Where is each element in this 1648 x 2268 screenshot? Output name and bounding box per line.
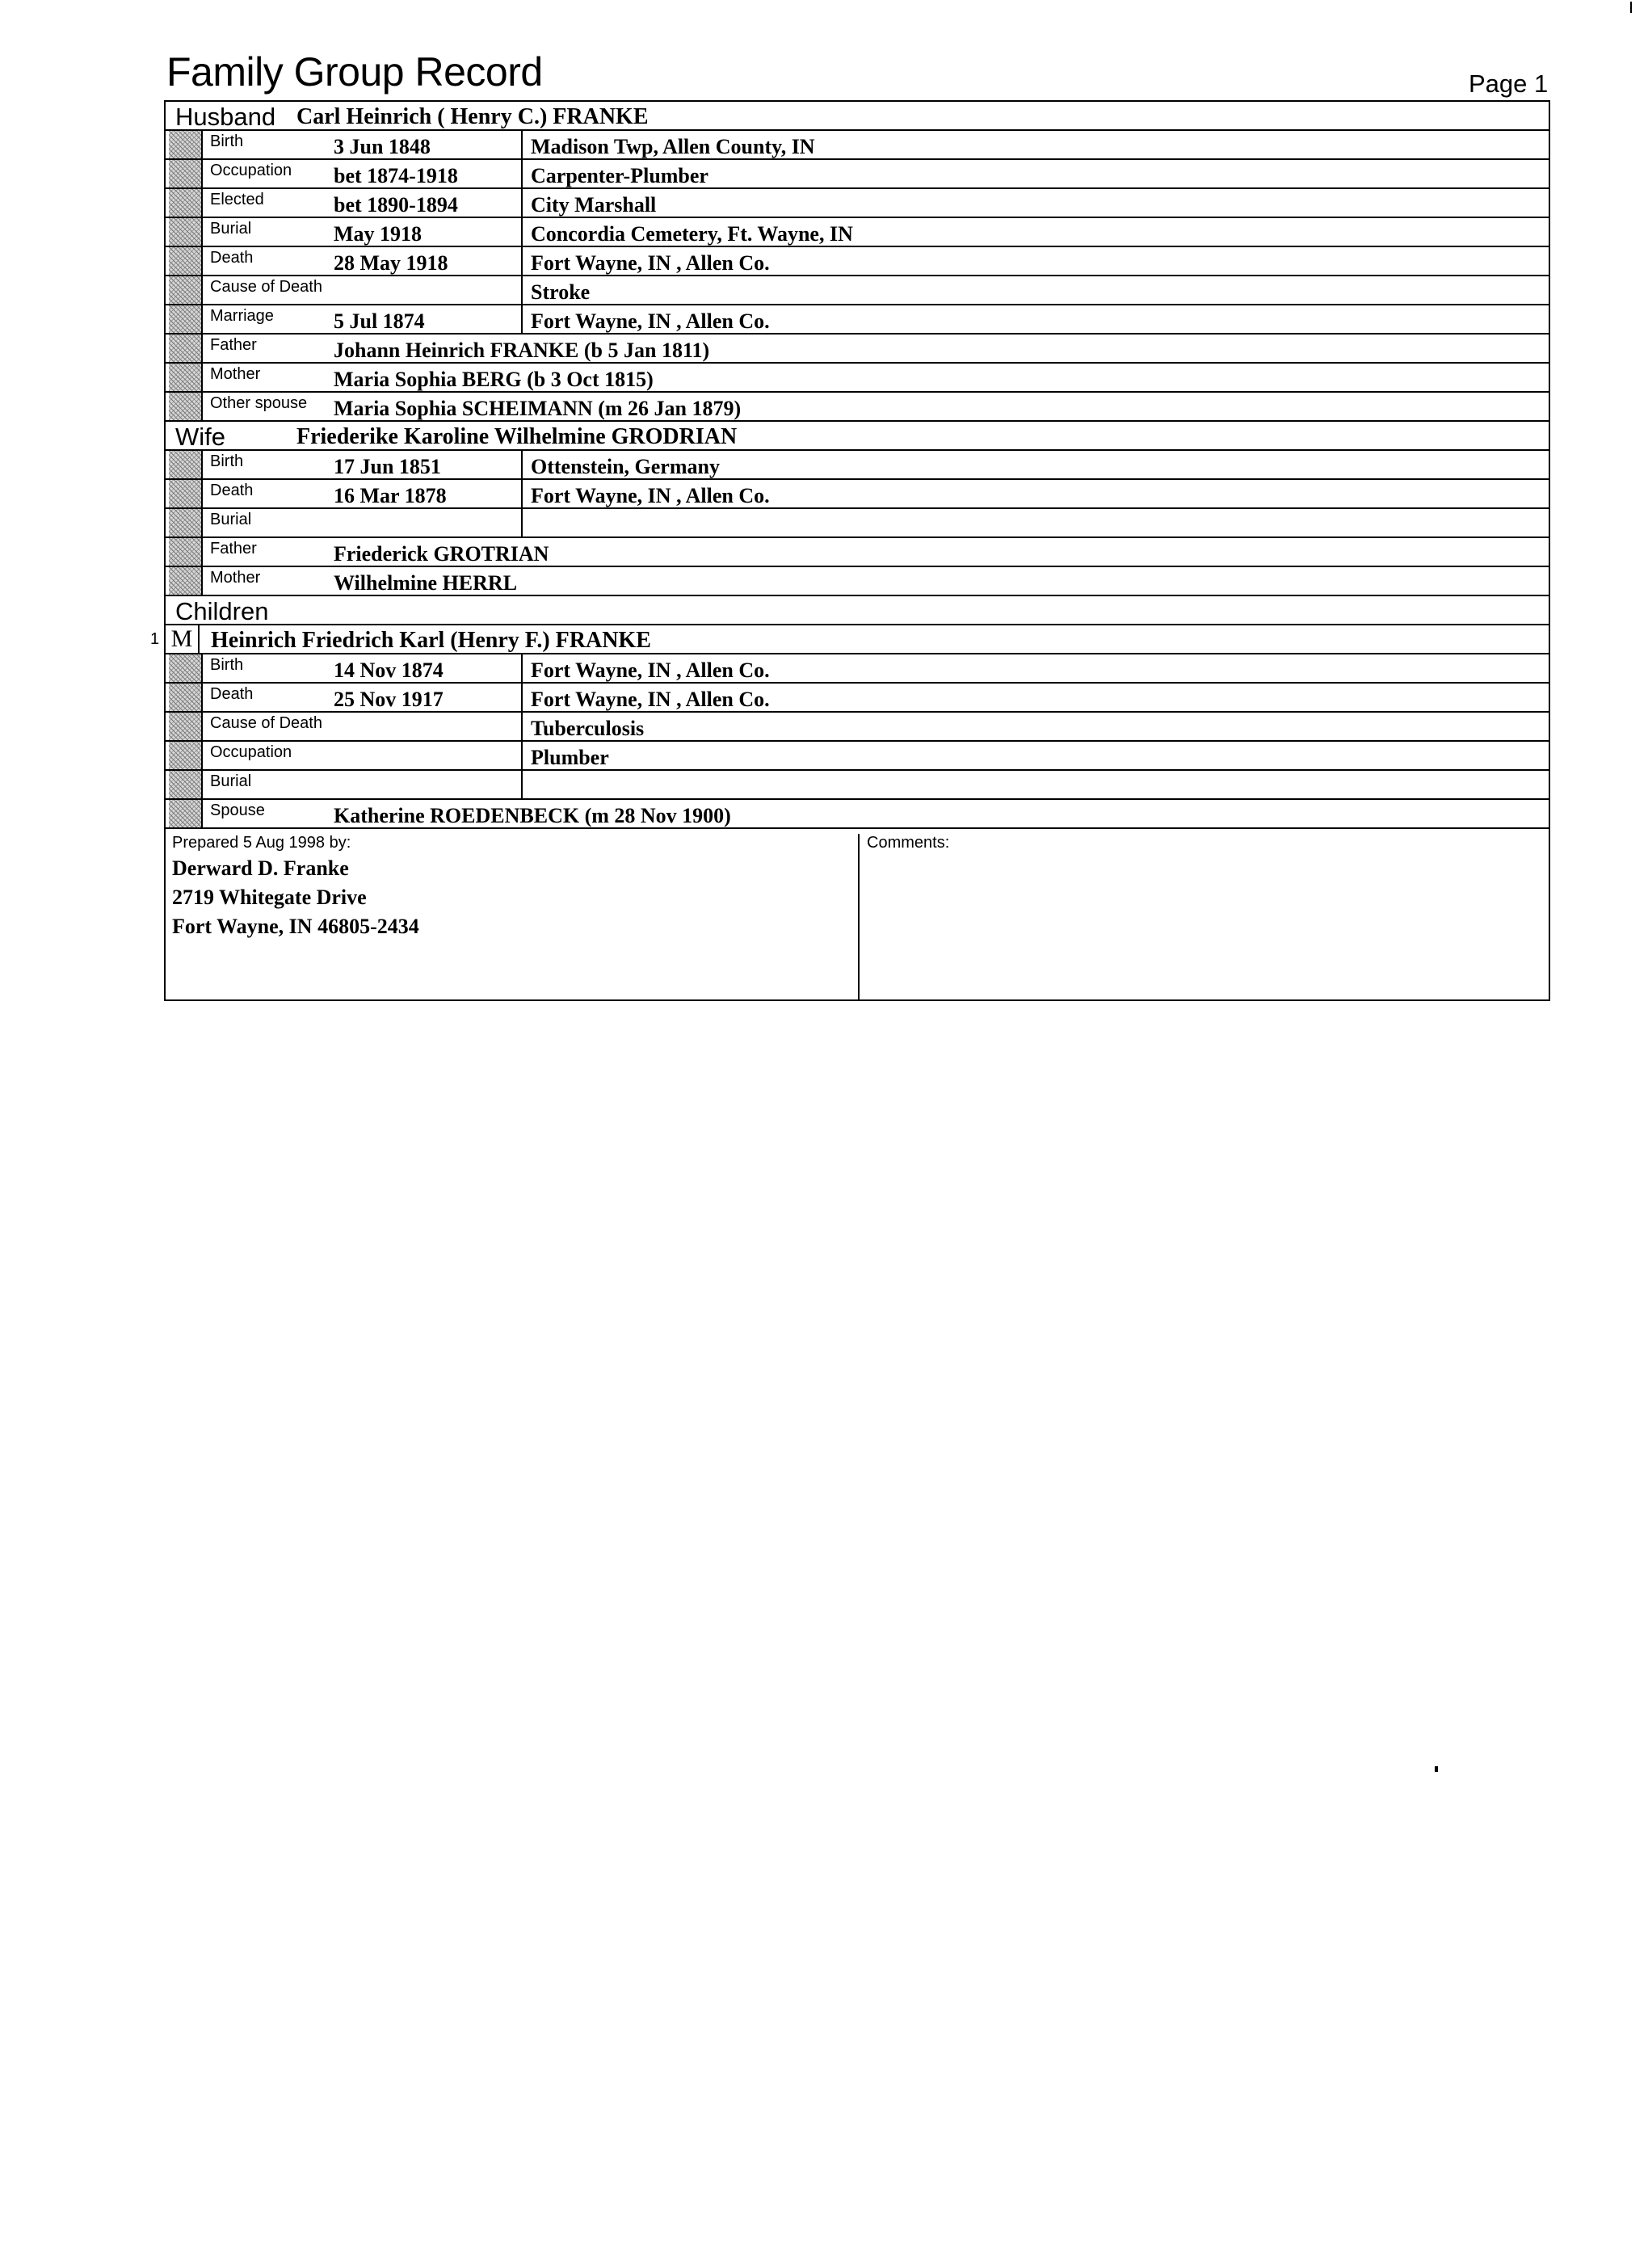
relation-label: Spouse [210, 802, 265, 819]
relation-label: Father [210, 540, 257, 558]
shade-strip [169, 713, 203, 740]
event-place: Fort Wayne, IN , Allen Co. [531, 484, 770, 507]
shade-strip [169, 160, 203, 187]
comments-label: Comments: [867, 834, 950, 852]
shade-strip [169, 684, 203, 711]
event-label: Elected [210, 191, 264, 208]
shade-strip [169, 189, 203, 217]
husband-event-row [166, 131, 1549, 160]
child-sex: M [166, 625, 200, 653]
event-date: bet 1874-1918 [334, 164, 458, 187]
shade-strip [169, 393, 203, 420]
event-label: Death [210, 685, 254, 703]
child-header [166, 625, 1549, 654]
event-label: Birth [210, 452, 244, 470]
event-label: Birth [210, 656, 244, 674]
event-label: Death [210, 249, 254, 267]
shade-strip [169, 335, 203, 362]
event-place: Carpenter-Plumber [531, 164, 708, 187]
husband-label: Husband [175, 103, 276, 131]
wife-relation-row [166, 567, 1549, 596]
shade-strip [169, 247, 203, 275]
children-header [166, 596, 1549, 625]
husband-relation-row [166, 393, 1549, 422]
event-label: Birth [210, 133, 244, 150]
husband-name: Carl Heinrich ( Henry C.) FRANKE [296, 104, 649, 129]
husband-event-row [166, 189, 1549, 218]
shade-strip [169, 654, 203, 682]
wife-name: Friederike Karoline Wilhelmine GRODRIAN [296, 424, 738, 449]
shade-strip [169, 451, 203, 478]
event-place: Ottenstein, Germany [531, 455, 720, 478]
event-date: 25 Nov 1917 [334, 688, 444, 711]
husband-header [166, 102, 1549, 131]
event-place: City Marshall [531, 193, 657, 217]
child-name: Heinrich Friedrich Karl (Henry F.) FRANKE [211, 628, 651, 653]
child-number: 1 [150, 630, 160, 648]
preparer-name: Derward D. Franke [172, 856, 349, 880]
shade-strip [169, 218, 203, 246]
relation-label: Mother [210, 569, 261, 587]
footer-divider [858, 834, 860, 999]
wife-event-row [166, 451, 1549, 480]
event-place: Plumber [531, 746, 609, 769]
event-label: Burial [210, 772, 252, 790]
preparer-city: Fort Wayne, IN 46805-2434 [172, 915, 419, 938]
event-date: 17 Jun 1851 [334, 455, 441, 478]
child-event-row [166, 771, 1549, 800]
child-event-row [166, 742, 1549, 771]
record-footer [166, 834, 1549, 999]
preparer-street: 2719 Whitegate Drive [172, 886, 367, 909]
scan-speck [1630, 2, 1632, 13]
relation-value: Wilhelmine HERRL [334, 571, 518, 595]
child-event-row [166, 684, 1549, 713]
relation-value: Maria Sophia BERG (b 3 Oct 1815) [334, 368, 654, 391]
relation-label: Mother [210, 365, 261, 383]
event-label: Cause of Death [210, 714, 322, 732]
child-event-row [166, 654, 1549, 684]
event-place: Stroke [531, 280, 591, 304]
child-relation-row [166, 800, 1549, 829]
relation-label: Father [210, 336, 257, 354]
event-date: bet 1890-1894 [334, 193, 458, 217]
event-label: Occupation [210, 162, 292, 179]
event-place: Concordia Cemetery, Ft. Wayne, IN [531, 222, 853, 246]
relation-value: Friederick GROTRIAN [334, 542, 549, 566]
husband-relation-row [166, 364, 1549, 393]
shade-strip [169, 131, 203, 158]
child-event-row [166, 713, 1549, 742]
event-date: 16 Mar 1878 [334, 484, 447, 507]
event-label: Cause of Death [210, 278, 322, 296]
page-number: Page 1 [1469, 69, 1549, 98]
wife-header [166, 422, 1549, 451]
shade-strip [169, 771, 203, 798]
event-date: 28 May 1918 [334, 251, 448, 275]
husband-relation-row [166, 335, 1549, 364]
shade-strip [169, 538, 203, 566]
event-label: Burial [210, 220, 252, 238]
husband-event-row [166, 305, 1549, 335]
shade-strip [169, 364, 203, 391]
prepared-label: Prepared 5 Aug 1998 by: [172, 834, 351, 852]
event-label: Death [210, 482, 254, 499]
husband-event-row [166, 160, 1549, 189]
event-date: 14 Nov 1874 [334, 659, 444, 682]
relation-label: Other spouse [210, 394, 308, 412]
wife-relation-row [166, 538, 1549, 567]
event-label: Marriage [210, 307, 274, 325]
event-place: Fort Wayne, IN , Allen Co. [531, 659, 770, 682]
relation-value: Katherine ROEDENBECK (m 28 Nov 1900) [334, 804, 731, 827]
shade-strip [169, 742, 203, 769]
shade-strip [169, 509, 203, 536]
husband-event-row [166, 218, 1549, 247]
event-place: Fort Wayne, IN , Allen Co. [531, 688, 770, 711]
page-title: Family Group Record [166, 49, 543, 95]
shade-strip [169, 800, 203, 827]
shade-strip [169, 567, 203, 595]
shade-strip [169, 276, 203, 304]
husband-event-row [166, 247, 1549, 276]
event-date: 3 Jun 1848 [334, 135, 431, 158]
event-label: Burial [210, 511, 252, 528]
event-place: Tuberculosis [531, 717, 645, 740]
event-place: Madison Twp, Allen County, IN [531, 135, 815, 158]
relation-value: Maria Sophia SCHEIMANN (m 26 Jan 1879) [334, 397, 742, 420]
event-place: Fort Wayne, IN , Allen Co. [531, 309, 770, 333]
wife-label: Wife [175, 423, 225, 451]
scan-speck [1435, 1766, 1438, 1772]
event-label: Occupation [210, 743, 292, 761]
event-place: Fort Wayne, IN , Allen Co. [531, 251, 770, 275]
relation-value: Johann Heinrich FRANKE (b 5 Jan 1811) [334, 339, 710, 362]
shade-strip [169, 480, 203, 507]
shade-strip [169, 305, 203, 333]
wife-event-row [166, 480, 1549, 509]
wife-event-row [166, 509, 1549, 538]
children-label: Children [175, 597, 269, 625]
event-date: May 1918 [334, 222, 423, 246]
event-date: 5 Jul 1874 [334, 309, 425, 333]
husband-event-row [166, 276, 1549, 305]
